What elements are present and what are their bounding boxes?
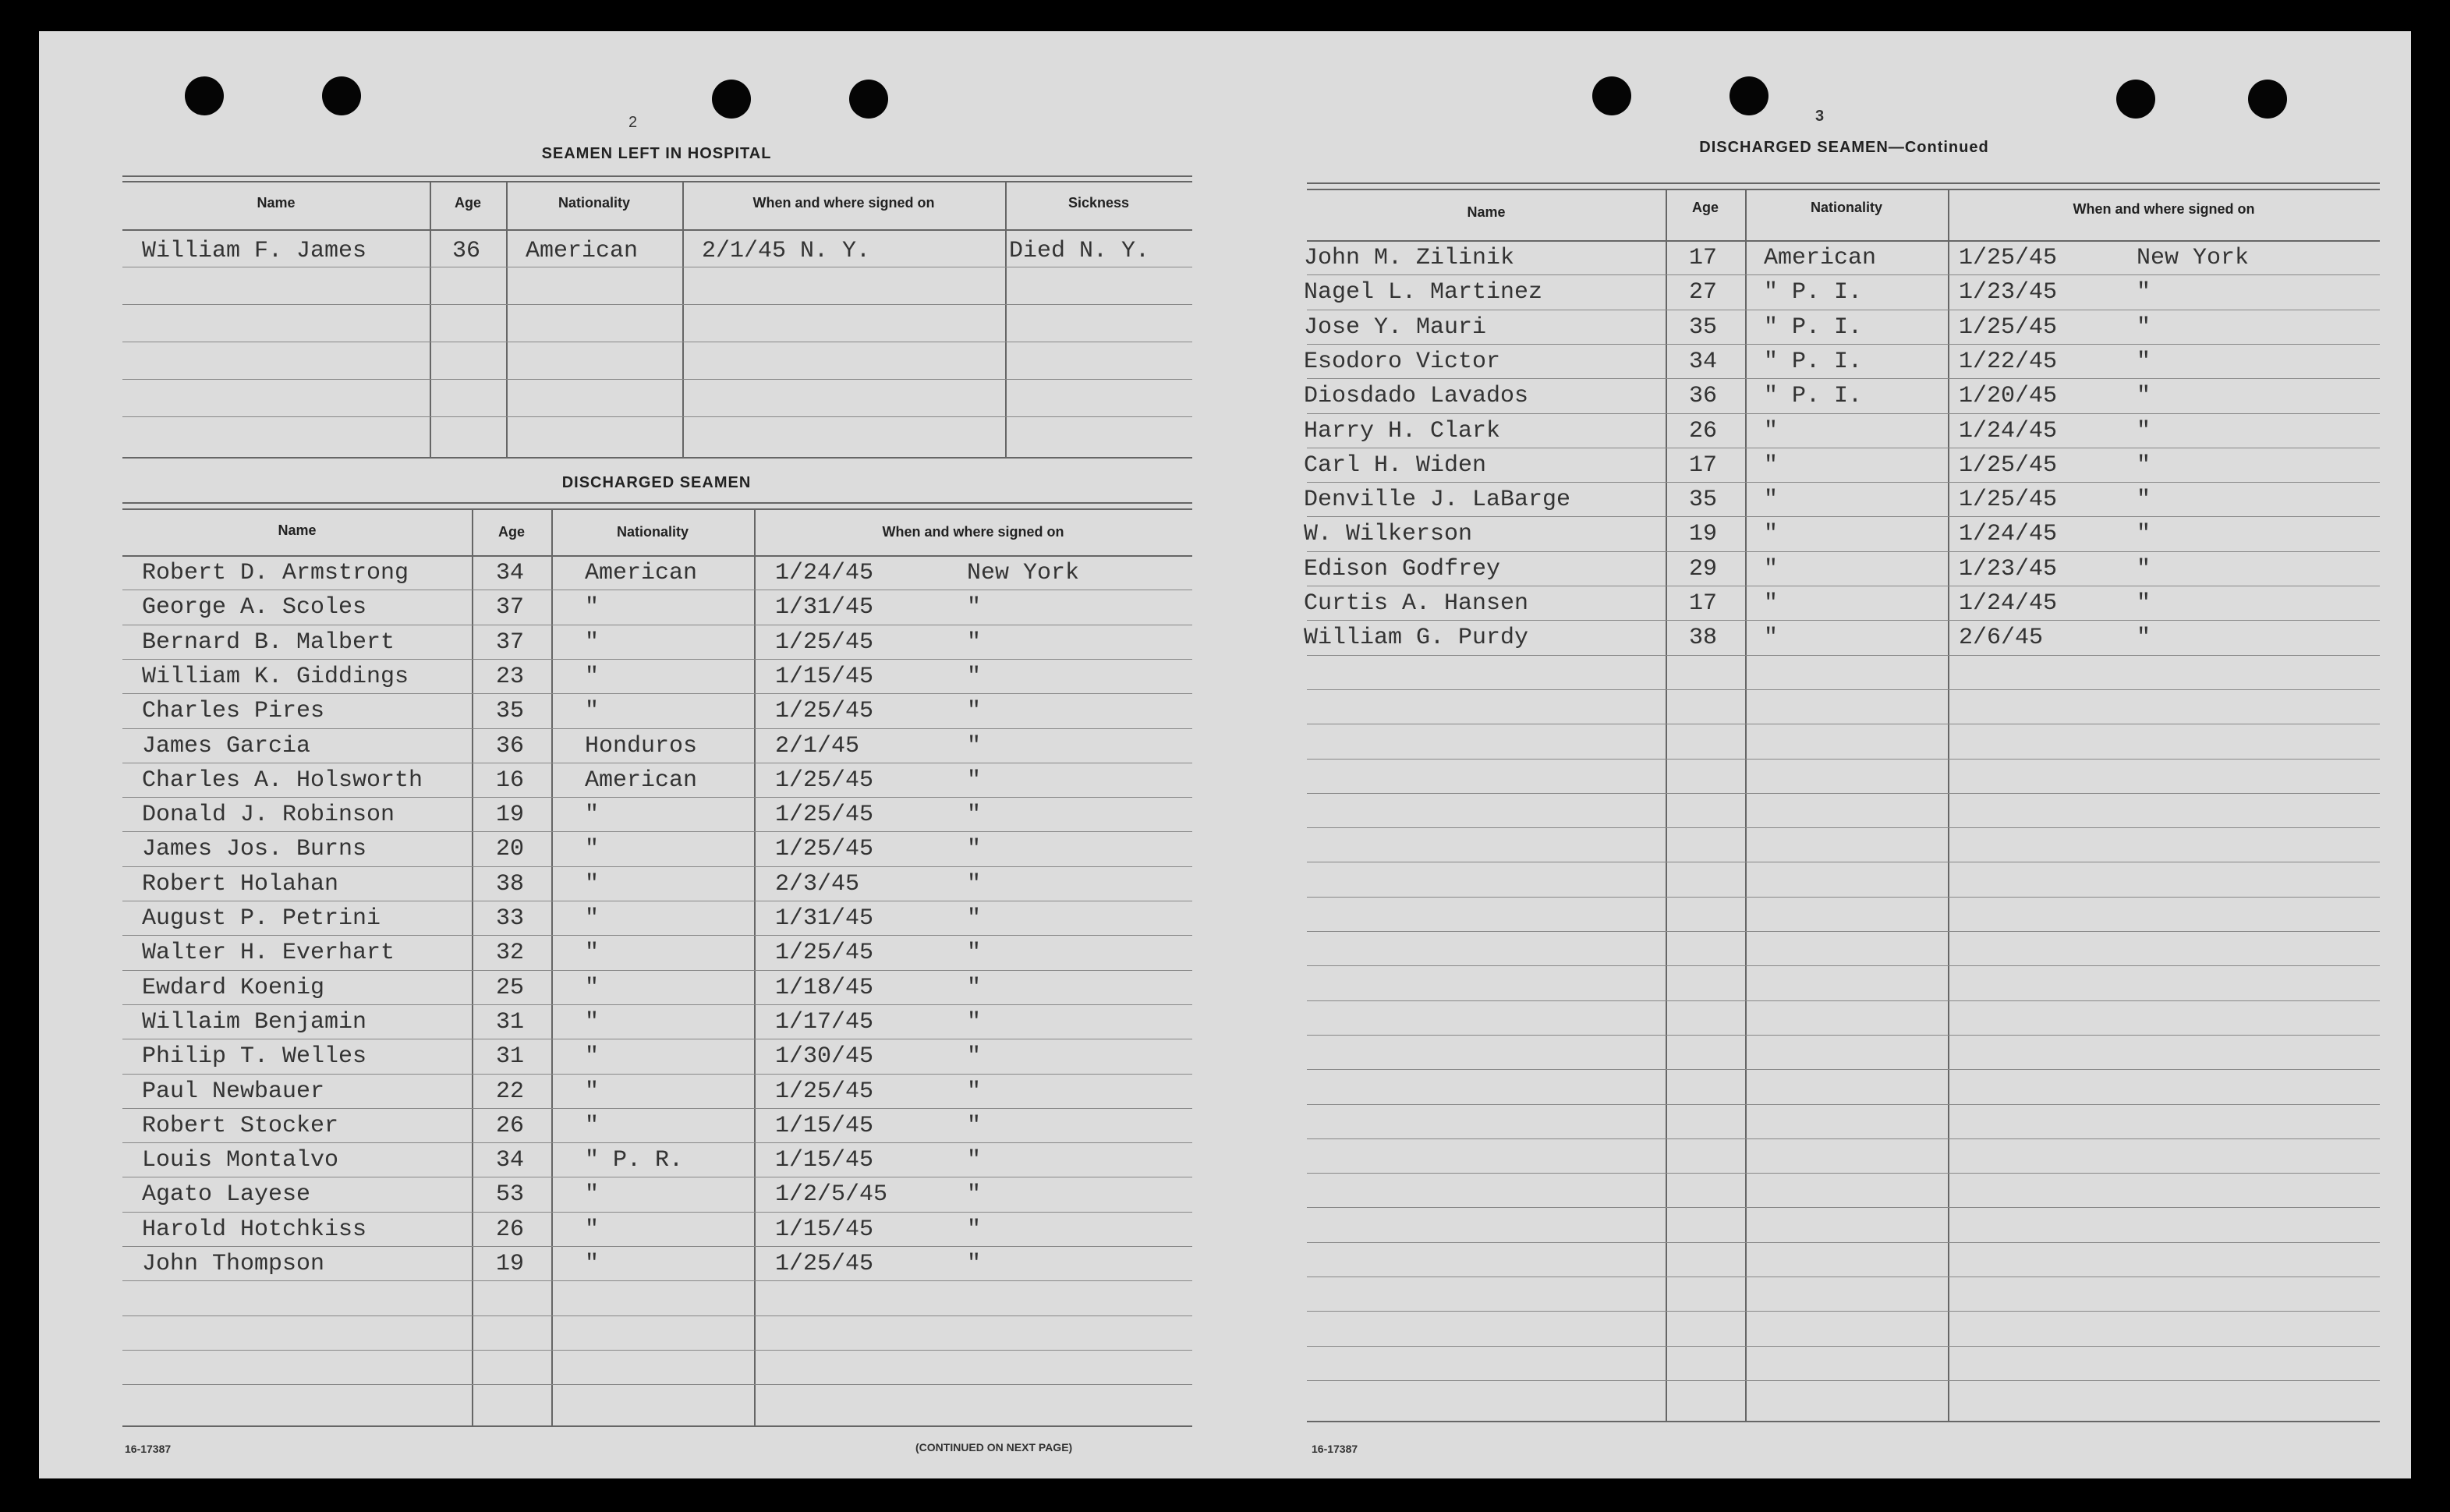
seaman-age: 19: [1689, 521, 1718, 547]
seaman-signed-place: ": [967, 836, 982, 862]
hospital-header-nationality: Nationality: [558, 195, 630, 211]
seaman-age: 20: [496, 836, 525, 862]
seaman-name: Charles Pires: [142, 698, 325, 724]
seaman-name: W. Wilkerson: [1304, 521, 1473, 547]
right-section-title: DISCHARGED SEAMEN—Continued: [1699, 139, 1989, 156]
seaman-signed-date: 1/25/45: [775, 1251, 874, 1277]
seaman-name: Philip T. Welles: [142, 1043, 367, 1070]
seaman-nationality: ": [585, 1181, 600, 1208]
seaman-age: 22: [496, 1078, 525, 1105]
seaman-signed-place: ": [2137, 383, 2151, 409]
seaman-signed-date: 1/18/45: [775, 975, 874, 1001]
punch-hole: [849, 80, 888, 119]
seaman-signed-date: 1/15/45: [775, 664, 874, 690]
seaman-name: William G. Purdy: [1304, 625, 1529, 651]
seaman-age: 31: [496, 1043, 525, 1070]
punch-hole: [185, 76, 224, 115]
seaman-signed-date: 1/15/45: [775, 1216, 874, 1243]
seaman-signed-date: 1/31/45: [775, 905, 874, 932]
seaman-age: 37: [496, 594, 525, 621]
seaman-nationality: ": [585, 1078, 600, 1105]
seaman-signed-place: ": [2137, 349, 2151, 375]
hospital-header-name: Name: [257, 195, 296, 211]
seaman-signed-date: 1/30/45: [775, 1043, 874, 1070]
seaman-nationality: ": [1764, 625, 1779, 651]
seaman-signed-date: 1/15/45: [775, 1113, 874, 1139]
seaman-signed-date: 1/25/45: [775, 629, 874, 656]
seaman-nationality: ": [585, 594, 600, 621]
right-header-age: Age: [1691, 200, 1719, 215]
right-page-number: 3: [1815, 108, 1825, 125]
discharged-section-title: DISCHARGED SEAMEN: [561, 474, 752, 491]
punch-hole: [2248, 80, 2287, 119]
seaman-signed-place: ": [967, 1043, 982, 1070]
seaman-nationality: ": [1764, 418, 1779, 444]
seaman-age: 17: [1689, 245, 1718, 271]
seaman-name: Jose Y. Mauri: [1304, 314, 1487, 341]
seaman-age: 31: [496, 1009, 525, 1036]
seaman-signed-date: 1/25/45: [775, 767, 874, 794]
seaman-name: August P. Petrini: [142, 905, 381, 932]
seaman-signed-place: ": [2137, 452, 2151, 479]
seaman-signed-date: 1/20/45: [1959, 383, 2058, 409]
seaman-signed-date: 1/25/45: [1959, 245, 2058, 271]
seaman-name: Robert Stocker: [142, 1113, 339, 1139]
seaman-signed-date: 1/22/45: [1959, 349, 2058, 375]
seaman-signed-date: 1/25/45: [775, 836, 874, 862]
seaman-nationality: ": [585, 698, 600, 724]
seaman-age: 38: [496, 871, 525, 898]
seaman-age: 19: [496, 802, 525, 828]
continued-note: (CONTINUED ON NEXT PAGE): [915, 1441, 1073, 1454]
seaman-age: 26: [1689, 418, 1718, 444]
punch-hole: [1592, 76, 1631, 115]
seaman-signed-place: New York: [2137, 245, 2250, 271]
seaman-signed-date: 1/25/45: [1959, 487, 2058, 513]
seaman-name: Denville J. LaBarge: [1304, 487, 1571, 513]
seaman-age: 25: [496, 975, 525, 1001]
seaman-signed-date: 1/2/5/45: [775, 1181, 888, 1208]
seaman-signed-place: ": [967, 905, 982, 932]
seaman-name: Paul Newbauer: [142, 1078, 325, 1105]
seaman-age: 19: [496, 1251, 525, 1277]
seaman-signed-place: ": [967, 629, 982, 656]
seaman-age: 33: [496, 905, 525, 932]
seaman-nationality: ": [585, 802, 600, 828]
seaman-signed-date: 1/15/45: [775, 1147, 874, 1174]
seaman-signed-place: ": [967, 594, 982, 621]
right-header-nationality: Nationality: [1810, 200, 1882, 215]
seaman-nationality: American: [585, 767, 698, 794]
seaman-nationality: ": [1764, 452, 1779, 479]
seaman-signed-date: 1/24/45: [1959, 418, 2058, 444]
seaman-signed-place: ": [967, 1078, 982, 1105]
seaman-age: 35: [1689, 314, 1718, 341]
seaman-nationality: " P. I.: [1764, 279, 1863, 306]
discharged-header-name: Name: [278, 522, 317, 538]
seaman-signed-date: 1/17/45: [775, 1009, 874, 1036]
seaman-name: John M. Zilinik: [1304, 245, 1515, 271]
seaman-signed-date: 1/31/45: [775, 594, 874, 621]
seaman-nationality: ": [585, 1113, 600, 1139]
seaman-age: 23: [496, 664, 525, 690]
hospital-header-age: Age: [454, 195, 481, 211]
hospital-section-title: SEAMEN LEFT IN HOSPITAL: [541, 145, 772, 162]
left-page-number: 2: [628, 114, 638, 131]
seaman-nationality: ": [585, 975, 600, 1001]
seaman-signed-place: ": [967, 1113, 982, 1139]
seaman-age: 53: [496, 1181, 525, 1208]
seaman-signed-date: 1/24/45: [1959, 521, 2058, 547]
seaman-age: 36: [496, 733, 525, 760]
seaman-signed-place: ": [2137, 625, 2151, 651]
seaman-signed-date: 2/1/45: [775, 733, 860, 760]
seaman-name: Harry H. Clark: [1304, 418, 1501, 444]
seaman-name: Diosdado Lavados: [1304, 383, 1529, 409]
seaman-nationality: ": [1764, 487, 1779, 513]
seaman-age: 34: [496, 1147, 525, 1174]
seaman-signed-date: 1/25/45: [1959, 452, 2058, 479]
seaman-age: 35: [1689, 487, 1718, 513]
seaman-age: 29: [1689, 556, 1718, 582]
seaman-signed-place: ": [967, 975, 982, 1001]
seaman-nationality: " P. I.: [1764, 314, 1863, 341]
seaman-name: Esodoro Victor: [1304, 349, 1501, 375]
hospital-header-signed: When and where signed on: [752, 195, 935, 211]
seaman-name: Curtis A. Hansen: [1304, 590, 1529, 617]
seaman-signed-date: 1/24/45: [1959, 590, 2058, 617]
seaman-signed-place: ": [967, 767, 982, 794]
discharged-header-nationality: Nationality: [616, 524, 689, 540]
seaman-age: 17: [1689, 452, 1718, 479]
document-sheet: [39, 31, 2411, 1478]
seaman-signed-date: 2/6/45: [1959, 625, 2044, 651]
seaman-name: Ewdard Koenig: [142, 975, 325, 1001]
seaman-nationality: ": [1764, 590, 1779, 617]
seaman-signed-place: ": [967, 664, 982, 690]
seaman-signed-place: ": [967, 698, 982, 724]
seaman-name: Harold Hotchkiss: [142, 1216, 367, 1243]
seaman-nationality: " P. I.: [1764, 349, 1863, 375]
seaman-nationality: Honduros: [585, 733, 698, 760]
seaman-nationality: ": [585, 1043, 600, 1070]
seaman-nationality: ": [585, 1009, 600, 1036]
seaman-name: James Garcia: [142, 733, 311, 760]
seaman-name: Walter H. Everhart: [142, 940, 395, 966]
seaman-name: Agato Layese: [142, 1181, 311, 1208]
seaman-nationality: ": [585, 871, 600, 898]
seaman-name: George A. Scoles: [142, 594, 367, 621]
seaman-age: 35: [496, 698, 525, 724]
right-header-signed: When and where signed on: [2073, 201, 2255, 217]
seaman-nationality: ": [585, 1251, 600, 1277]
seaman-signed-date: 1/25/45: [775, 698, 874, 724]
punch-hole: [322, 76, 361, 115]
seaman-signed-place: ": [2137, 590, 2151, 617]
seaman-signed-date: 1/25/45: [775, 802, 874, 828]
seaman-name: John Thompson: [142, 1251, 325, 1277]
left-form-number: 16-17387: [125, 1443, 172, 1455]
seaman-nationality: " P. I.: [1764, 383, 1863, 409]
seaman-signed-date: 1/25/45: [775, 1078, 874, 1105]
seaman-age: 26: [496, 1113, 525, 1139]
seaman-signed-place: ": [2137, 418, 2151, 444]
right-header-name: Name: [1467, 204, 1506, 220]
seaman-name: Robert D. Armstrong: [142, 560, 409, 586]
seaman-nationality: American: [1764, 245, 1877, 271]
seaman-signed-date: 1/25/45: [1959, 314, 2058, 341]
seaman-signed-place: ": [967, 1181, 982, 1208]
seaman-nationality: ": [1764, 521, 1779, 547]
hospital-sickness: Died N. Y.: [1009, 238, 1150, 264]
hospital-header-sickness: Sickness: [1067, 195, 1130, 211]
punch-hole: [712, 80, 751, 119]
discharged-header-signed: When and where signed on: [882, 524, 1064, 540]
seaman-signed-place: ": [2137, 521, 2151, 547]
seaman-signed-place: ": [967, 802, 982, 828]
seaman-signed-place: ": [967, 1251, 982, 1277]
seaman-signed-place: ": [967, 1147, 982, 1174]
seaman-signed-place: ": [967, 1216, 982, 1243]
hospital-age: 36: [452, 238, 481, 264]
hospital-name: William F. James: [142, 238, 367, 264]
seaman-age: 27: [1689, 279, 1718, 306]
seaman-signed-place: New York: [967, 560, 1080, 586]
seaman-signed-place: ": [2137, 314, 2151, 341]
punch-hole: [2116, 80, 2155, 119]
seaman-nationality: American: [585, 560, 698, 586]
seaman-signed-place: ": [2137, 279, 2151, 306]
seaman-signed-place: ": [967, 871, 982, 898]
seaman-nationality: ": [585, 629, 600, 656]
hospital-nationality: American: [526, 238, 639, 264]
seaman-signed-place: ": [2137, 556, 2151, 582]
seaman-age: 38: [1689, 625, 1718, 651]
seaman-age: 17: [1689, 590, 1718, 617]
punch-hole: [1730, 76, 1768, 115]
seaman-signed-date: 1/23/45: [1959, 279, 2058, 306]
seaman-nationality: " P. R.: [585, 1147, 684, 1174]
seaman-name: Willaim Benjamin: [142, 1009, 367, 1036]
seaman-nationality: ": [585, 1216, 600, 1243]
seaman-age: 16: [496, 767, 525, 794]
seaman-name: Carl H. Widen: [1304, 452, 1487, 479]
seaman-age: 37: [496, 629, 525, 656]
seaman-signed-date: 1/25/45: [775, 940, 874, 966]
seaman-age: 34: [1689, 349, 1718, 375]
discharged-header-age: Age: [497, 524, 525, 540]
seaman-name: William K. Giddings: [142, 664, 409, 690]
seaman-signed-date: 1/23/45: [1959, 556, 2058, 582]
seaman-name: James Jos. Burns: [142, 836, 367, 862]
seaman-signed-date: 2/3/45: [775, 871, 860, 898]
seaman-nationality: ": [585, 905, 600, 932]
seaman-name: Bernard B. Malbert: [142, 629, 395, 656]
seaman-nationality: ": [585, 664, 600, 690]
seaman-name: Charles A. Holsworth: [142, 767, 423, 794]
seaman-name: Nagel L. Martinez: [1304, 279, 1543, 306]
seaman-age: 26: [496, 1216, 525, 1243]
seaman-name: Donald J. Robinson: [142, 802, 395, 828]
seaman-nationality: ": [585, 836, 600, 862]
seaman-age: 36: [1689, 383, 1718, 409]
seaman-name: Louis Montalvo: [142, 1147, 339, 1174]
right-form-number: 16-17387: [1312, 1443, 1358, 1455]
seaman-name: Edison Godfrey: [1304, 556, 1501, 582]
seaman-age: 32: [496, 940, 525, 966]
seaman-signed-place: ": [967, 940, 982, 966]
seaman-signed-place: ": [2137, 487, 2151, 513]
seaman-signed-place: ": [967, 1009, 982, 1036]
seaman-age: 34: [496, 560, 525, 586]
seaman-signed-place: ": [967, 733, 982, 760]
seaman-nationality: ": [1764, 556, 1779, 582]
seaman-name: Robert Holahan: [142, 871, 339, 898]
hospital-signed: 2/1/45 N. Y.: [702, 238, 871, 264]
seaman-signed-date: 1/24/45: [775, 560, 874, 586]
seaman-nationality: ": [585, 940, 600, 966]
